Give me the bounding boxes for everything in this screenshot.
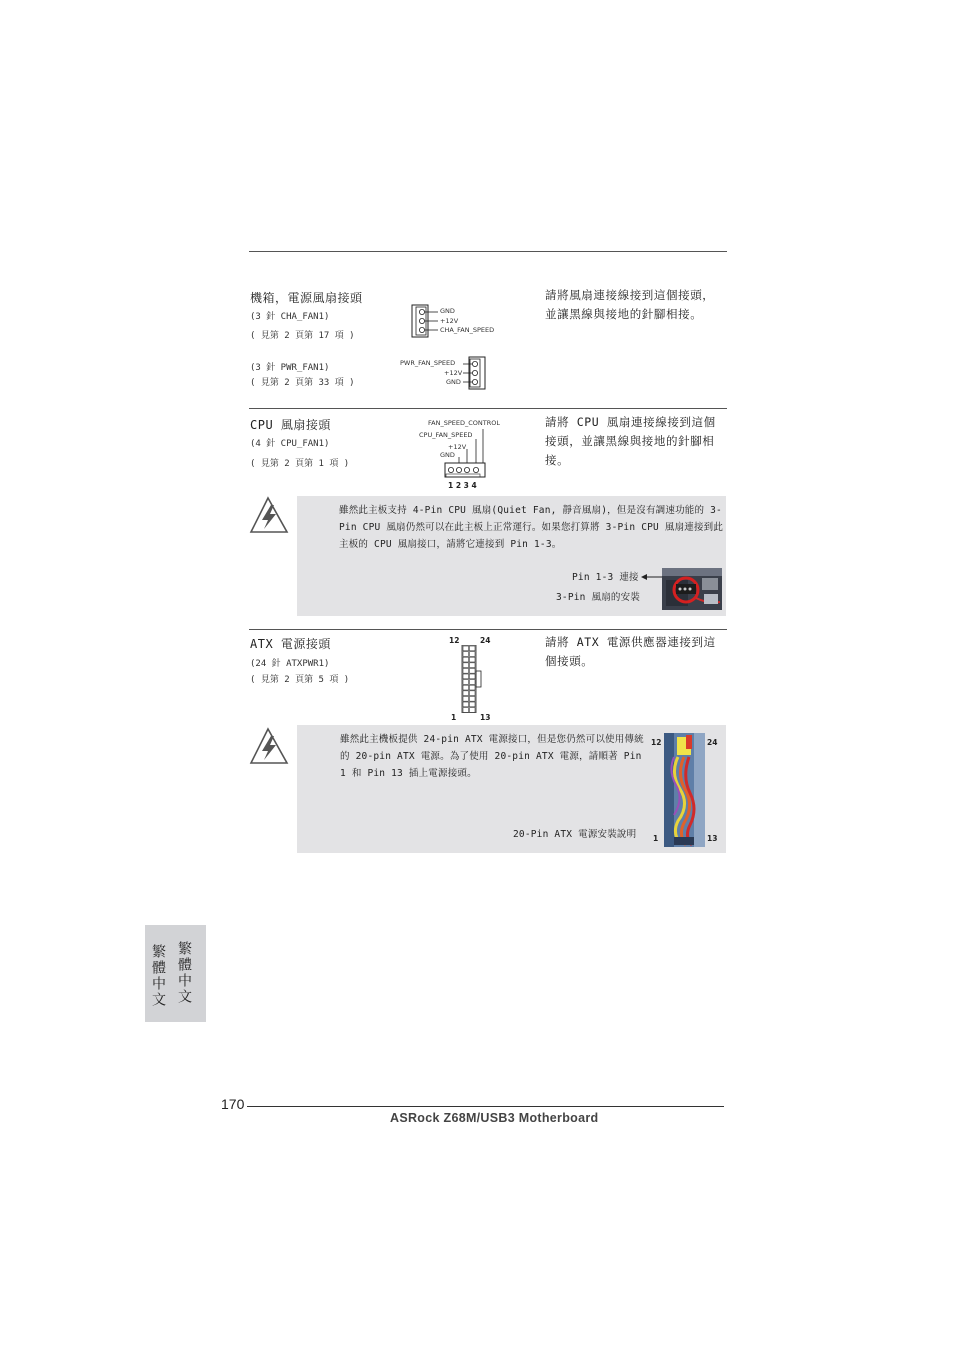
atx-pin-cell (463, 680, 469, 685)
atx-power-page-ref: ( 見第 2 頁第 5 項 ) (250, 675, 350, 685)
note-atx-text: 雖然此主機板提供 24-pin ATX 電源接口，但是您仍然可以使用傳統的 20-pin ATX 電源。為了使用 20-pin ATX 電源，請順著 Pin 1 和 Pin 13 插上電源接頭。 (340, 734, 644, 779)
atx-pin-cell (470, 668, 476, 673)
atx-pin-cell (463, 685, 469, 690)
atx-install-photo (664, 733, 705, 847)
atx-photo-pin-12-label: 12 (651, 738, 662, 747)
atx-pin-cell (463, 663, 469, 668)
atx-power-title: ATX 電源接頭 (250, 637, 331, 651)
atx-pin-cell (463, 668, 469, 673)
warning-icon (248, 726, 290, 766)
note-atx-caption: 20-Pin ATX 電源安裝說明 (513, 829, 637, 840)
atx-pin-cell (463, 708, 469, 713)
cpu-fan-pin-count: (4 針 CPU_FAN1) (250, 439, 330, 449)
footer-model-name: ASRock Z68M/USB3 Motherboard (390, 1111, 599, 1125)
cpu-pin-label-control: FAN_SPEED_CONTROL (428, 419, 500, 427)
fan-install-photo (662, 568, 722, 610)
section-rule-atx (249, 629, 727, 630)
atx-power-pin-count: (24 針 ATXPWR1) (250, 659, 330, 669)
pwr-fan-page-ref: ( 見第 2 頁第 33 項 ) (250, 378, 355, 388)
atx-pin-13-label: 13 (480, 713, 491, 722)
language-tab-text-1: 繁體中文 (150, 944, 166, 1008)
chassis-fan-description: 請將風扇連接線接到這個接頭，並讓黑線與接地的針腳相接。 (545, 288, 715, 321)
atx-24pin-connector-diagram (460, 645, 484, 713)
atx-pin-cell (463, 652, 469, 657)
atx-pin-12-label: 12 (449, 636, 460, 645)
chassis-fan-title: 機箱，電源風扇接頭 (250, 291, 363, 305)
cpu-pin-label-speed: CPU_FAN_SPEED (419, 431, 473, 439)
cpu-fan-title: CPU 風扇接頭 (250, 418, 331, 432)
atx-photo-pin-1-label: 1 (653, 834, 659, 843)
atx-power-description: 請將 ATX 電源供應器連接到這個接頭。 (545, 635, 716, 668)
cpu-pin-label-gnd: GND (440, 451, 455, 459)
footer-rule (247, 1106, 724, 1107)
cha-fan-page-ref: ( 見第 2 頁第 17 項 ) (250, 331, 355, 341)
atx-pin-cell (470, 652, 476, 657)
atx-pin-cell (470, 685, 476, 690)
arrow-left-icon (641, 572, 663, 582)
atx-pin-cell (463, 657, 469, 662)
pwr-pin-label-gnd: GND (446, 378, 461, 386)
language-tab-text-2: 繁體中文 (176, 941, 192, 1005)
atx-pin-cell (463, 691, 469, 696)
cha-pin-label-gnd: GND (440, 307, 455, 315)
warning-icon (248, 495, 290, 535)
section-rule-cpu (249, 408, 727, 409)
pwr-fan-pin-count: (3 針 PWR_FAN1) (250, 363, 330, 373)
cpu-fan-page-ref: ( 見第 2 頁第 1 項 ) (250, 459, 350, 469)
note-cpu-caption-1: Pin 1-3 連接 (572, 572, 639, 583)
top-rule (249, 251, 727, 252)
atx-photo-pin-24-label: 24 (707, 738, 718, 747)
cha-fan-pin-count: (3 針 CHA_FAN1) (250, 312, 330, 322)
cpu-pin-label-12v: +12V (448, 443, 467, 451)
pwr-pin-label-12v: +12V (444, 369, 463, 377)
cha-pin-label-speed: CHA_FAN_SPEED (440, 326, 495, 334)
atx-pin-cell (463, 646, 469, 651)
atx-photo-pin-13-label: 13 (707, 834, 718, 843)
atx-pin-24-label: 24 (480, 636, 491, 645)
atx-pin-cell (470, 702, 476, 707)
atx-pin-cell (470, 691, 476, 696)
atx-pin-cell (470, 674, 476, 679)
cpu-fan-description: 請將 CPU 風扇連接線接到這個接頭，並讓黑線與接地的針腳相接。 (545, 415, 716, 467)
atx-pin-cell (470, 680, 476, 685)
atx-pin-cell (470, 708, 476, 713)
note-cpu-caption-2: 3-Pin 風扇的安裝 (556, 592, 641, 603)
pwr-pin-label-speed: PWR_FAN_SPEED (400, 359, 456, 367)
atx-pin-cell (470, 696, 476, 701)
atx-pin-cell (463, 696, 469, 701)
note-cpu-fan-text: 雖然此主板支持 4-Pin CPU 風扇(Quiet Fan, 靜音風扇)，但是沒有調速功能的 3-Pin CPU 風扇仍然可以在此主板上正常運行。如果您打算將 3-Pin CPU 風扇連接到此主板的 CPU 風扇接口，請將它連接到 Pin 1-3。 (339, 505, 724, 550)
atx-pin-1-label: 1 (451, 713, 457, 722)
atx-pin-cell (470, 646, 476, 651)
atx-connector-latch (476, 671, 481, 687)
atx-pin-cell (470, 663, 476, 668)
atx-pin-cell (463, 702, 469, 707)
page-number: 170 (221, 1096, 245, 1112)
atx-pin-cell (463, 674, 469, 679)
cpu-pin-numbers: 1 2 3 4 (448, 481, 477, 490)
cha-pin-label-12v: +12V (440, 317, 459, 325)
atx-pin-cell (470, 657, 476, 662)
